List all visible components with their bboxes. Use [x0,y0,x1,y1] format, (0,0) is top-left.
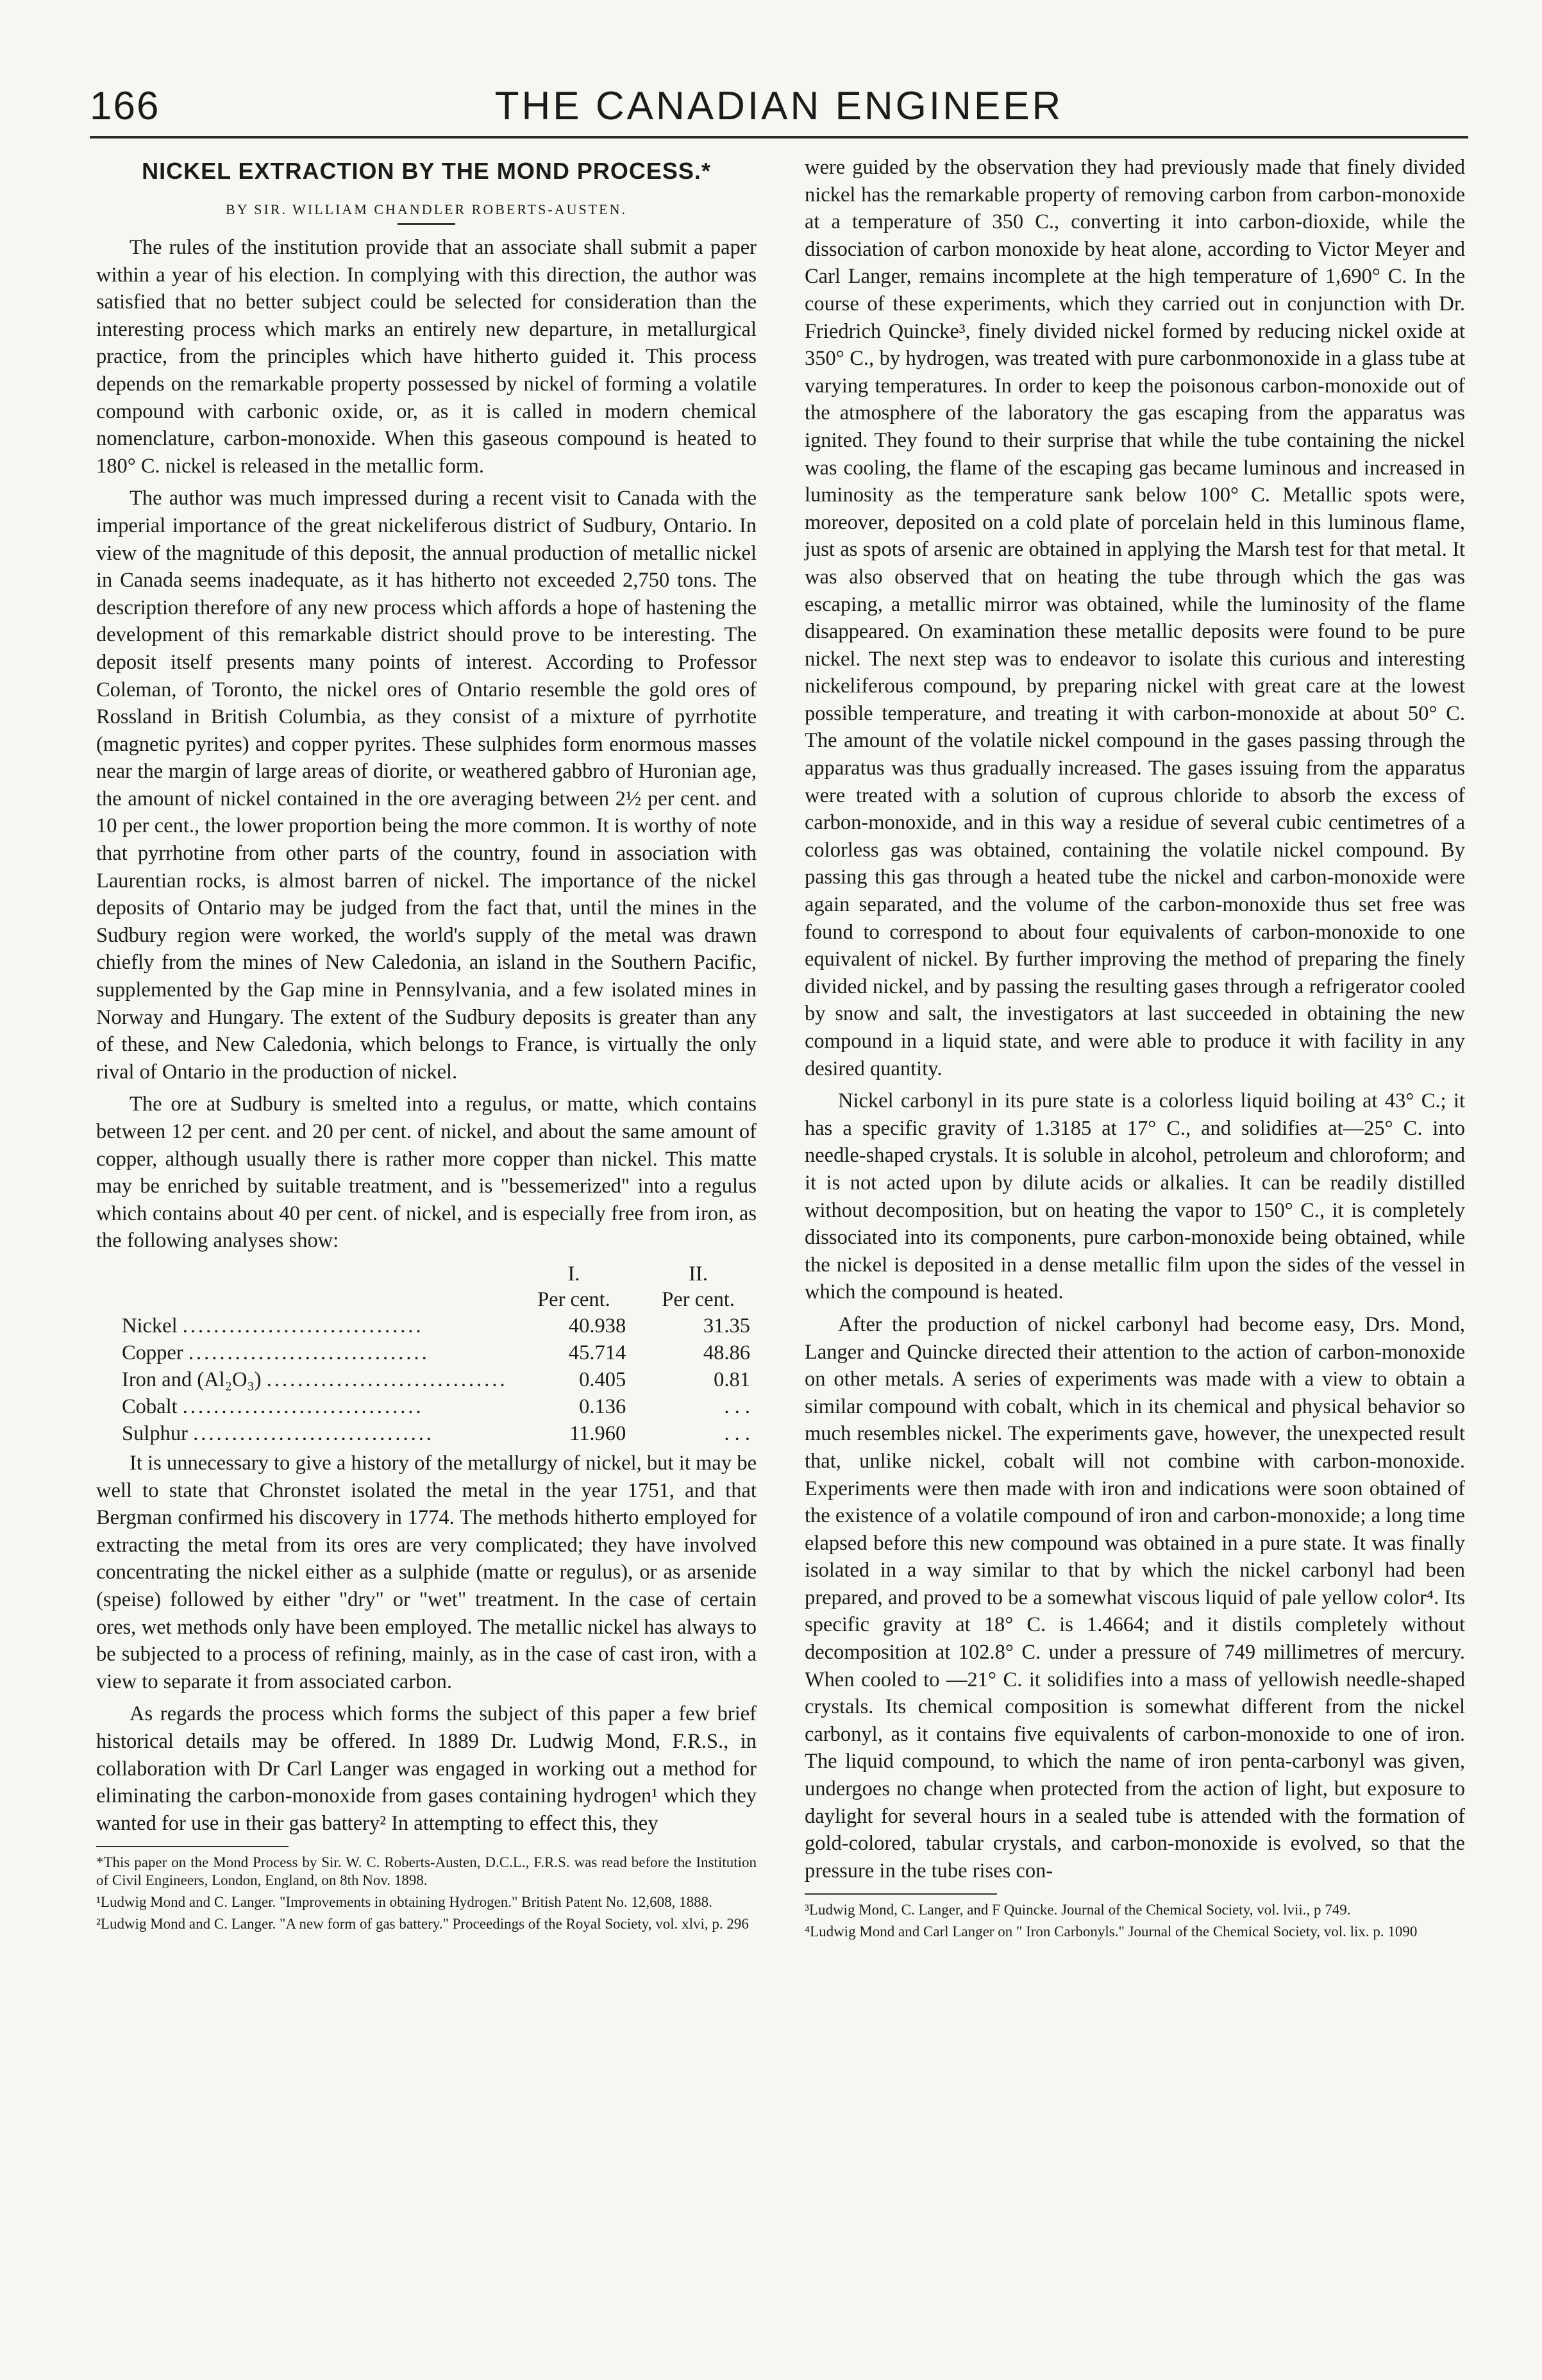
header-rule [90,136,1468,138]
paragraph: The author was much impressed during a recent visit to Canada with the imperial importance of the great nickeliferous district of Sudbury, Ontario. In view of the magnitude of this deposit, the annual production of metallic nickel in Canada seems inadequate, as it has hitherto not exceeded 2,750 tons. The description therefore of any new process which affords a hope of hastening the development of this remarkable district should prove to be interesting. The deposit itself presents many points of interest. According to Professor Coleman, of Toronto, the nickel ores of Ontario resemble the gold ores of Rossland in British Columbia, as they consist of a mixture of pyrrhotite (magnetic pyrites) and copper pyrites. These sulphides form enormous masses near the margin of large areas of diorite, or weathered gabbro of Huronian age, the amount of nickel contained in the ore averaging between 2½ per cent. and 10 per cent., the lower proportion being the more common. It is worthy of note that pyrrhotine from other parts of the country, found in association with Laurentian rocks, is almost barren of nickel. The importance of the nickel deposits of Ontario may be judged from the fact that, until the mines in the Sudbury region were worked, the world's supply of the metal was drawn chiefly from the mines of New Caledonia, an island in the Southern Pacific, supplemented by the Gap mine in Pennsylvania, and a few isolated mines in Norway and Hungary. The extent of the Sudbury deposits is greater than any of these, and New Caledonia, which belongs to France, is virtually the only rival of Ontario in the production of nickel. [96,487,757,1084]
table-row: Copper ............................... 45.714 48.86 [122,1339,757,1366]
paragraph: After the production of nickel carbonyl had become easy, Drs. Mond, Langer and Quincke directed their attention to the action of carbon-monoxide on other metals. A series of experiments was made with a view to obtain a similar compound with cobalt, which in its chemical and physical behavior so much resembles nickel. The experiments gave, however, the unexpected result that, unlike nickel, cobalt will not combine with carbon-monoxide. Experiments were then made with iron and indications were soon obtained of the existence of a volatile compound of iron and carbon-monoxide; a long time elapsed before this new compound was obtained in a pure state. It was finally isolated in a way similar to that by which the nickel carbonyl had been prepared, and proved to be a somewhat viscous liquid of pale yellow color⁴. Its specific gravity at 18° C. is 1.4664; and it distils completely without decomposition at 102.8° C. under a pressure of 749 millimetres of mercury. When cooled to —21° C. it solidifies into a mass of yellowish needle-shaped crystals. Its chemical composition is somewhat different from the nickel carbonyl, as it contains five equivalents of carbon-monoxide to one of iron. The liquid compound, to which the name of iron penta-carbonyl was given, undergoes no change when protected from the action of light, but exposure to daylight for several hours in a sealed tube is attended with the formation of gold-colored, tabular crystals, and carbon-monoxide is evolved, so that the pressure in the tube rises con- [805,1312,1465,1882]
cell-value: 48.86 [703,1341,750,1364]
row-label: Sulphur [122,1421,188,1445]
journal-title: THE CANADIAN ENGINEER [494,84,1064,128]
table-row: Iron and (Al₂O₃) ............................... 0.405 0.81 [122,1366,757,1393]
cell-value: . . . [724,1421,750,1445]
footnote: ³Ludwig Mond, C. Langer, and F Quincke. Journal of the Chemical Society, vol. lvii., p 749. [805,1902,1351,1918]
row-label: Iron and (Al₂O₃) [122,1368,262,1391]
footnote: ⁴Ludwig Mond and Carl Langer on " Iron Carbonyls." Journal of the Chemical Society, vol. lix. p. 1090 [805,1923,1418,1940]
row-label: Nickel [122,1314,178,1337]
column-header: II. [689,1262,708,1286]
cell-value: 45.714 [568,1341,626,1364]
byline: BY SIR. WILLIAM CHANDLER ROBERTS-AUSTEN. [226,201,627,217]
analysis-table [122,1261,757,1447]
column-subheader: Per cent. [662,1287,735,1311]
row-label: Cobalt [122,1395,178,1418]
row-label: Copper [122,1341,183,1364]
article-title: NICKEL EXTRACTION BY THE MOND PROCESS.* [142,158,711,184]
paragraph: The ore at Sudbury is smelted into a regulus, or matte, which contains between 12 per cent. and 20 per cent. of nickel, and about the same amount of copper, although usually there is rather more copper than nickel. This matte may be enriched by suitable treatment, and is "bessemerized" into a regulus which contains about 40 per cent. of nickel, and is especially free from iron, as the following analyses show: [96,1093,757,1253]
table-header-row [122,1261,757,1287]
cell-value: 0.405 [579,1368,626,1391]
paragraph: Nickel carbonyl in its pure state is a colorless liquid boiling at 43° C.; it has a specific gravity of 1.3185 at 17° C., and solidifies at—25° C. into needle-shaped crystals. It is soluble in alcohol, petroleum and chloroform; and it is not acted upon by dilute acids or alkalies. It can be readily distilled without decomposition, but on heating the vapor to 150° C., it is completely dissociated into its components, pure carbon-monoxide being obtained, while the nickel is deposited in a dense metallic film upon the sides of the vessel in which the compound is heated. [805,1089,1465,1304]
footnote: ¹Ludwig Mond and C. Langer. "Improvements in obtaining Hydrogen." British Patent No. 12,608, 1888. [96,1894,712,1911]
byline-rule [398,223,455,225]
table-row: Cobalt ............................... 0.136 . . . [122,1393,757,1420]
cell-value: . . . [724,1395,750,1418]
footnote: *This paper on the Mond Process by Sir. W. C. Roberts-Austen, D.C.L., F.R.S. was read before the Institution of Civil Engineers, London, England, on 8th Nov. 1898. [96,1854,757,1889]
left-column [96,154,757,1937]
table-row: Nickel ............................... 40.938 31.35 [122,1312,757,1339]
paragraph: It is unnecessary to give a history of the metallurgy of nickel, but it may be well to state that Chronstet isolated the metal in the year 1751, and that Bergman confirmed his discovery in 1774. The methods hitherto employed for extracting the metal from its ores are very complicated; they have involved concentrating the nickel either as a sulphide (matte or regulus), or as arsenide (speise) followed by either "dry" or "wet" treatment. In the case of certain ores, wet methods only have been employed. The metallic nickel has always to be subjected to a process of refining, mainly, as in the case of cast iron, with a view to separate it from associated carbon. [96,1451,757,1693]
page-header [90,83,1468,141]
footnote-rule [805,1893,997,1895]
cell-value: 11.960 [569,1421,626,1445]
page-number: 166 [90,84,160,128]
cell-value: 0.136 [579,1395,626,1418]
cell-value: 40.938 [568,1314,626,1337]
table-subheader-row [122,1287,757,1312]
footnote: ²Ludwig Mond and C. Langer. "A new form of gas battery." Proceedings of the Royal Society, vol. xlvi, p. 296 [96,1916,749,1932]
right-column [805,154,1465,1945]
paragraph: The rules of the institution provide that an associate shall submit a paper within a year of his election. In complying with this direction, the author was satisfied that no better subject could be selected for consideration than the interesting process which marks an entirely new departure, in metallurgical practice, from the principles which have hitherto guided it. This process depends on the remarkable property possessed by nickel of forming a volatile compound with carbonic oxide, or, as it is called in modern chemical nomenclature, carbon-monoxide. When this gaseous compound is heated to 180° C. nickel is released in the metallic form. [96,236,757,478]
table-row: Sulphur ............................... 11.960 . . . [122,1420,757,1447]
paragraph: As regards the process which forms the subject of this paper a few brief historical details may be offered. In 1889 Dr. Ludwig Mond, F.R.S., in collaboration with Dr Carl Langer was engaged in working out a method for eliminating the carbon-monoxide from gases containing hydrogen¹ which they wanted for use in their gas battery² In attempting to effect this, they [96,1702,757,1835]
column-subheader: Per cent. [537,1287,610,1311]
cell-value: 31.35 [703,1314,750,1337]
column-header: I. [567,1262,580,1286]
paragraph: were guided by the observation they had previously made that finely divided nickel has the remarkable property of removing carbon from carbon-monoxide at a temperature of 350 C., converting it into carbon-dioxide, while the dissociation of carbon monoxide by heat alone, according to Victor Meyer and Carl Langer, remains incomplete at the high temperature of 1,690° C. In the course of these experiments, which they carried out in conjunction with Dr. Friedrich Quincke³, finely divided nickel formed by reducing nickel oxide at 350° C., by hydrogen, was treated with pure carbonmonoxide in a glass tube at varying temperatures. In order to keep the poisonous carbon-monoxide out of the atmosphere of the laboratory the gas escaping from the apparatus was ignited. They found to their surprise that while the tube containing the nickel was cooling, the flame of the escaping gas became luminous and increased in luminosity as the temperature sank below 100° C. Metallic spots were, moreover, deposited on a cold plate of porcelain held in this luminous flame, just as spots of arsenic are obtained in applying the Marsh test for that metal. It was also observed that on heating the tube through which the gas was escaping, a metallic mirror was obtained, while the luminosity of the flame disappeared. On examination these metallic deposits were found to be pure nickel. The next step was to endeavor to isolate this curious and interesting nickeliferous compound, by preparing nickel with great care at the lowest possible temperature, and treating it with carbon-monoxide at about 50° C. The amount of the volatile nickel compound in the gases passing through the apparatus was thus gradually increased. The gases issuing from the apparatus were treated with a solution of cuprous chloride to absorb the excess of carbon-monoxide, and in this way a residue of several cubic centimetres of a colorless gas was obtained, containing the volatile nickel compound. By passing this gas through a heated tube the nickel and carbon-monoxide were again separated, and the volume of the carbon-monoxide thus set free was found to correspond to about four equivalents of carbon-monoxide to one equivalent of nickel. By further improving the method of preparing the finely divided nickel, and by passing the resulting gases through a refrigerator cooled by snow and salt, the investigators at last succeeded in obtaining the new compound in a liquid state, and were able to produce it with facility in any desired quantity. [805,156,1465,1080]
footnote-rule [96,1846,289,1847]
cell-value: 0.81 [714,1368,750,1391]
